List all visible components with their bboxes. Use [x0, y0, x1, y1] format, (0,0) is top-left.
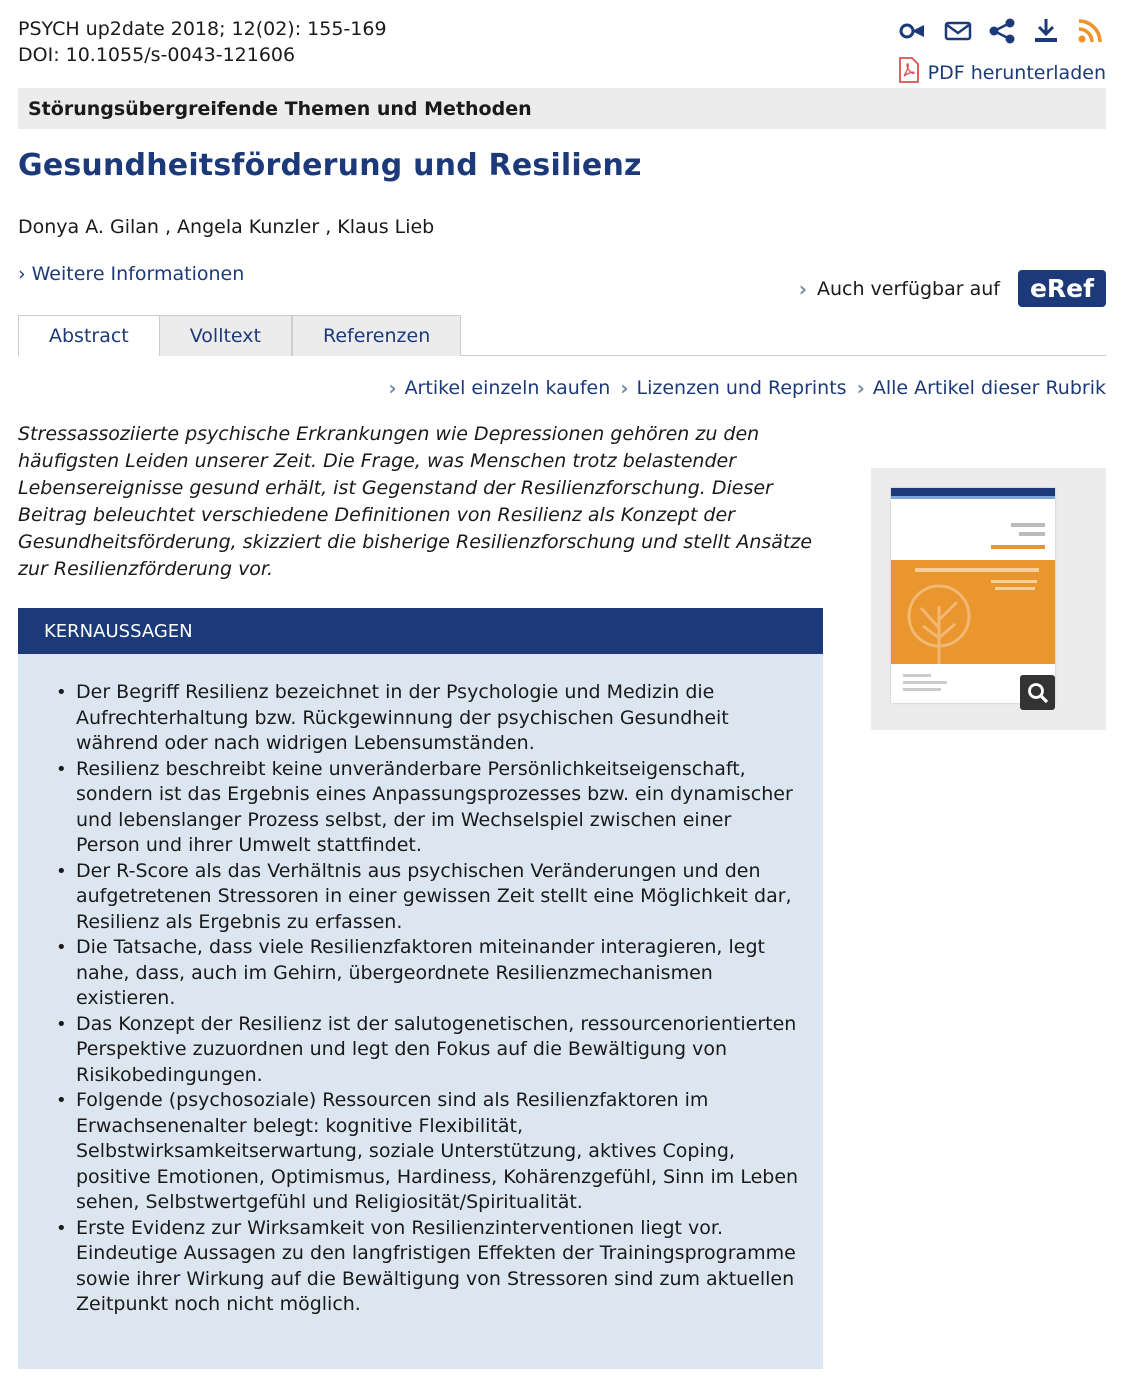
all-articles-link[interactable]: [857, 376, 1106, 400]
eref-badge[interactable]: eRef: [1018, 270, 1106, 307]
category-label: Störungsübergreifende Themen und Methoden: [28, 97, 532, 120]
abstract-text: Stressassoziierte psychische Erkrankungen wie Depressionen gehören zu den häufigsten Leiden unserer Zeit. Die Frage, was Menschen trotz belastender Lebensereignisse gesund erhält, ist Gegenstand der Resilienzforschung. Dieser Beitrag beleuchtet verschiedene Definitionen von Resilienz als Konzept der Gesundheitsförderung, skizziert die bisherige Resilienzforschung und stellt Ansätze zur Resilienzförderung vor.: [18, 423, 813, 580]
article-meta: [18, 16, 387, 68]
tab-abstract[interactable]: Abstract: [18, 315, 159, 356]
also-available-label: [799, 277, 1000, 301]
list-item: • Resilienz beschreibt keine unveränderbare Persönlichkeitseigenschaft, sondern ist das Ergebnis eines Anpassungsprozesses bzw. ein dynamischer und lebenslanger Prozess selbst, der im Wechselspiel zwischen einer Person und ihrer Umwelt stattfindet.: [76, 757, 799, 859]
cover-image: [891, 488, 1055, 703]
article-tabs: [18, 315, 1106, 356]
key-statements: [18, 608, 823, 1369]
share-arrow-icon[interactable]: [898, 16, 930, 46]
key-statements-header: KERNAUSSAGEN: [18, 608, 823, 654]
authors[interactable]: Donya A. Gilan , Angela Kunzler , Klaus Lieb: [18, 216, 435, 238]
chevron-right-icon: ›: [388, 376, 397, 400]
journal-cover[interactable]: [871, 468, 1106, 730]
list-item: • Der Begriff Resilienz bezeichnet in der Psychologie und Medizin die Aufrechterhaltung bzw. Rückgewinnung der psychischen Gesundheit während oder nach widrigen Lebensumständen.: [76, 680, 799, 757]
licenses-label: Lizenzen und Reprints: [636, 377, 847, 399]
toolbar-icons: [898, 16, 1106, 46]
action-links: [388, 376, 1106, 400]
chevron-right-icon: ›: [620, 376, 629, 400]
category-bar: [18, 88, 1106, 129]
key-statements-list: [18, 654, 823, 1318]
buy-article-label: Artikel einzeln kaufen: [404, 377, 611, 399]
list-item: • Der R-Score als das Verhältnis aus psychischen Veränderungen und den aufgetretenen Stressoren in einer gewissen Zeit stellt eine Möglichkeit dar, Resilienz als Ergebnis zu erfassen.: [76, 859, 799, 936]
rss-icon[interactable]: [1074, 16, 1106, 46]
mail-icon[interactable]: [942, 16, 974, 46]
chevron-right-icon: ›: [798, 276, 807, 301]
also-available: [799, 270, 1106, 307]
download-icon[interactable]: [1030, 16, 1062, 46]
tab-referenzen[interactable]: Referenzen: [292, 315, 461, 356]
all-articles-label: Alle Artikel dieser Rubrik: [872, 377, 1106, 399]
tab-volltext[interactable]: Volltext: [159, 315, 292, 356]
share-icon[interactable]: [986, 16, 1018, 46]
list-item: • Das Konzept der Resilienz ist der salutogenetischen, ressourcenorientierten Perspektive zuzuordnen und legt den Fokus auf die Bewältigung von Risikobedingungen.: [76, 1012, 799, 1089]
article-title: Gesundheitsförderung und Resilienz: [18, 148, 642, 183]
chevron-right-icon: ›: [856, 376, 865, 400]
pdf-download-link[interactable]: [898, 57, 1106, 88]
list-item: • Erste Evidenz zur Wirksamkeit von Resilienzinterventionen liegt vor. Eindeutige Aussagen zu den langfristigen Effekten der Trainingsprogramme sowie ihrer Wirkung auf die Bewältigung von Stressoren sind zum aktuellen Zeitpunkt noch nicht möglich.: [76, 1216, 799, 1318]
buy-article-link[interactable]: [388, 376, 610, 400]
pdf-download-label: PDF herunterladen: [927, 61, 1106, 84]
list-item: • Folgende (psychosoziale) Ressourcen sind als Resilienzfaktoren im Erwachsenenalter belegt: kognitive Flexibilität, Selbstwirksamkeitserwartung, soziale Unterstützung, aktives Coping, positive Emotionen, Optimismus, Hardiness, Kohärenzgefühl, Sinn im Leben sehen, Selbstwertgefühl und Religiosität/Spiritualität.: [76, 1088, 799, 1216]
pdf-icon: [898, 57, 920, 88]
list-item: • Die Tatsache, dass viele Resilienzfaktoren miteinander interagieren, legt nahe, dass, auch im Gehirn, übergeordnete Resilienzmechanismen existieren.: [76, 935, 799, 1012]
zoom-icon[interactable]: [1020, 675, 1055, 710]
also-available-text: Auch verfügbar auf: [816, 277, 1000, 300]
more-info-link[interactable]: › Weitere Informationen: [18, 263, 245, 285]
doi: DOI: 10.1055/s-0043-121606: [18, 44, 296, 66]
journal-citation: PSYCH up2date 2018; 12(02): 155-169: [18, 18, 387, 40]
licenses-link[interactable]: [620, 376, 846, 400]
